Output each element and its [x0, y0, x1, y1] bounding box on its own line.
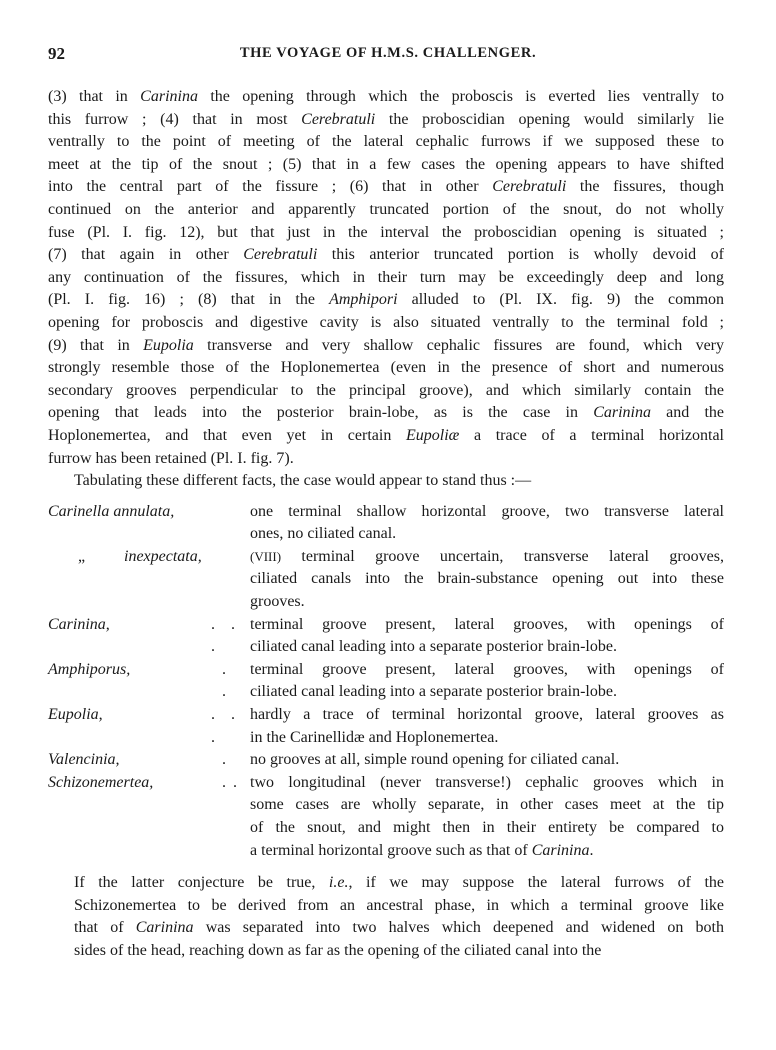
paragraph-2-line: Schizonemertea to be derived from an ancestral phase, in which a terminal groove like: [74, 896, 724, 914]
table-row: [48, 614, 724, 659]
paragraph-1-line: any continuation of the fissures, which in their turn may be exceedingly deep and long: [48, 268, 724, 286]
table-row: [48, 704, 724, 749]
italic-term: Cerebratuli: [301, 110, 376, 128]
page-number: 92: [48, 44, 65, 63]
paragraph-2-line: that of Carinina was separated into two halves which deepened and widened on both: [74, 919, 724, 937]
paragraph-1-line: ventrally to the point of meeting of the lateral cephalic furrows if we supposed these to: [48, 133, 724, 151]
paragraph-1-line: continued on the anterior and apparently truncated portion of the snout, do not wholly: [48, 200, 724, 218]
genus-name: Carinella annulata,: [48, 502, 175, 520]
genus-name: Valencinia, . .: [48, 749, 250, 772]
genus-name: Schizonemertea, .: [48, 772, 250, 862]
paragraph-1-line: (3) that in Carinina the opening through which the proboscis is everted lies ventrally to: [48, 88, 725, 105]
italic-term: Amphipori: [329, 291, 398, 309]
paragraph-1-line: opening that leads into the posterior brain-lobe, as is the case in Carinina and the: [48, 404, 724, 422]
paragraph-1-line: furrow has been retained (Pl. I. fig. 7).: [48, 449, 294, 467]
italic-term: Carinina: [135, 919, 194, 937]
table-row: [48, 659, 724, 704]
leader-dots: . .: [222, 751, 232, 791]
genus-description: no grooves at all, simple round opening for ciliated canal.: [250, 751, 620, 769]
running-title: THE VOYAGE OF H.M.S. CHALLENGER.: [239, 45, 537, 61]
paragraph-1: [48, 86, 724, 470]
ditto-mark: „: [78, 547, 86, 565]
italic-term: Carinina: [593, 404, 651, 422]
italic-term: Cerebratuli: [492, 178, 567, 196]
paragraph-1-line: (7) that again in other Cerebratuli this anterior truncated portion is wholly devoid of: [48, 246, 724, 264]
paragraph-1-line: (9) that in Eupolia transverse and very shallow cephalic fissures are found, which very: [48, 336, 725, 354]
table-row: [48, 772, 724, 862]
paragraph-1-line: Hoplonemertea, and that even yet in certain Eupoliæ a trace of a terminal horizontal: [48, 426, 725, 444]
page-header: [48, 44, 728, 66]
table-row: [48, 501, 724, 546]
genus-name: Amphiporus, . .: [48, 659, 250, 704]
genus-description: two longitudinal (never transverse!) cephalic grooves which in some cases are wholly separate, in other cases meet at the tip of the snout, and might then in their entirety be compared to a terminal horizontal groove such as that of Carinina.: [250, 773, 724, 859]
classification-table: [48, 501, 724, 863]
paragraph-2-line: If the latter conjecture be true, i.e., if we may suppose the lateral furrows of the: [74, 874, 725, 892]
paragraph-1-line: this furrow ; (4) that in most Cerebratuli the proboscidian opening would similarly lie: [48, 110, 724, 128]
page-body: [48, 86, 724, 963]
leader-dots: . .: [222, 660, 232, 701]
italic-term: i.e.: [328, 874, 349, 892]
paragraph-1-line: secondary grooves perpendicular to the principal groove), and which similarly contain the: [48, 381, 724, 399]
paragraph-1-line: fuse (Pl. I. fig. 12), but that just in the interval the proboscidian opening is situated ;: [48, 223, 724, 241]
leader-dots: . . .: [211, 706, 241, 746]
paragraph-2: [48, 872, 724, 962]
leader-dots: .: [233, 773, 243, 791]
genus-description: hardly a trace of terminal horizontal groove, lateral grooves as in the Carinellidæ and Hoplonemertea.: [250, 706, 724, 746]
paragraph-2-line: sides of the head, reaching down as far as the opening of the ciliated canal into the: [74, 941, 602, 959]
tabulating-intro: Tabulating these different facts, the case would appear to stand thus :—: [74, 472, 532, 490]
italic-term: Eupoliæ: [405, 426, 460, 444]
genus-name: Carinina, . . .: [48, 614, 250, 659]
genus-description: terminal groove present, lateral grooves, with openings of ciliated canal leading into a separate posterior brain-lobe.: [250, 660, 724, 701]
italic-term: Eupolia: [143, 336, 194, 354]
table-row: [48, 546, 724, 614]
italic-term: Carinina: [140, 88, 198, 105]
italic-term: Cerebratuli: [243, 246, 318, 264]
genus-name: Eupolia, . . .: [48, 704, 250, 749]
genus-description: (VIII) terminal groove uncertain, transverse lateral grooves, ciliated canals into the brain-substance opening out into these grooves.: [250, 547, 724, 611]
paragraph-1-line: into the central part of the fissure ; (6) that in other Cerebratuli the fissures, though: [48, 178, 725, 196]
paragraph-1-line: (Pl. I. fig. 16) ; (8) that in the Amphipori alluded to (Pl. IX. fig. 9) the common: [48, 291, 725, 309]
genus-description: terminal groove present, lateral grooves, with openings of ciliated canal leading into a separate posterior brain-lobe.: [250, 615, 724, 656]
genus-name: „ inexpectata,: [48, 546, 250, 569]
genus-description: one terminal shallow horizontal groove, two transverse lateral ones, no ciliated canal.: [250, 502, 724, 543]
leader-dots: . . .: [211, 615, 241, 656]
paragraph-1-line: strongly resemble those of the Hoplonemertea (even in the presence of short and numerous: [48, 359, 724, 377]
paragraph-1-line: meet at the tip of the snout ; (5) that in a few cases the opening appears to have shifted: [48, 155, 724, 173]
paragraph-1-line: opening for proboscis and digestive cavity is also situated ventrally to the terminal fold ;: [48, 313, 724, 331]
